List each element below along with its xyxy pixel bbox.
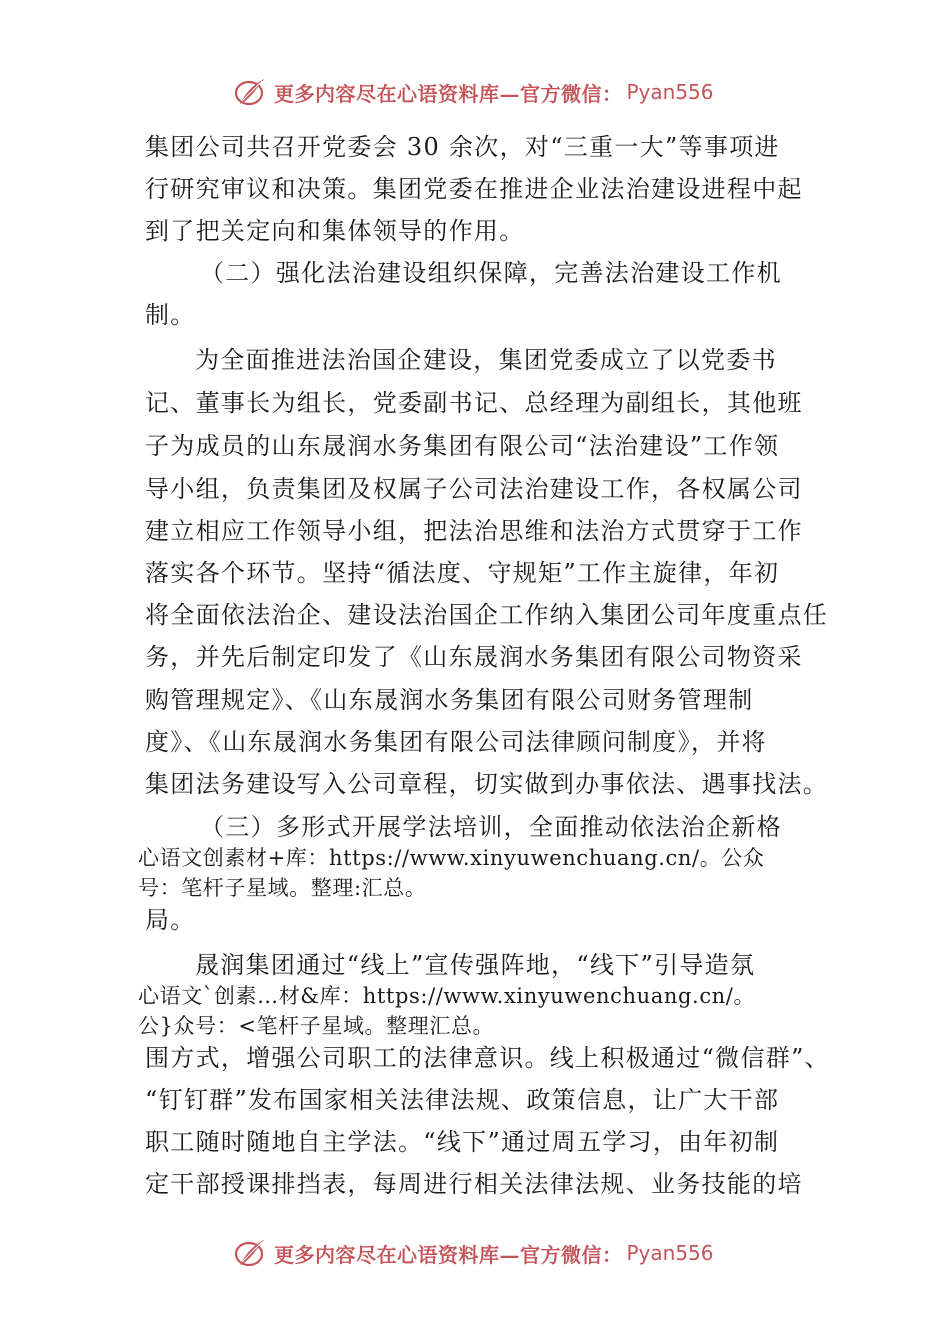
body-line: 局。	[145, 906, 196, 934]
body-line: 到了把关定向和集体领导的作用。	[145, 217, 525, 245]
body-line: 建立相应工作领导小组，把法治思维和法治方式贯穿于工作	[145, 517, 803, 545]
body-line: 集团公司共召开党委会 30 余次，对“三重一大”等事项进	[145, 133, 780, 161]
body-line: 为全面推进法治国企建设，集团党委成立了以党委书	[195, 346, 777, 374]
section-heading: （三）多形式开展学法培训，全面推动依法治企新格	[200, 813, 782, 841]
body-line: 落实各个环节。坚持“循法度、守规矩”工作主旋律，年初	[145, 559, 780, 587]
body-line: 子为成员的山东晟润水务集团有限公司“法治建设”工作领	[145, 432, 780, 460]
footer-watermark-banner	[232, 1233, 732, 1273]
body-line: 购管理规定》、《山东晟润水务集团有限公司财务管理制	[145, 686, 754, 714]
body-line: 制。	[145, 301, 196, 329]
body-line: 务，并先后制定印发了《山东晟润水务集团有限公司物资采	[145, 643, 803, 671]
body-line: 将全面依法治企、建设法治国企工作纳入集团公司年度重点任	[145, 601, 829, 629]
header-banner-text: 更多内容尽在心语资料库—官方微信：	[274, 81, 623, 106]
body-line: 度》、《山东晟润水务集团有限公司法律顾问制度》，并将	[145, 728, 767, 756]
injected-watermark-line: 心语文创素材+库：https://www.xinyuwenchuang.cn/。公众	[138, 846, 765, 870]
body-line: 晟润集团通过“线上”宣传强阵地，“线下”引导造氛	[195, 951, 756, 979]
section-heading: （二）强化法治建设组织保障，完善法治建设工作机	[200, 259, 782, 287]
header-banner-handle: Pyan556	[626, 80, 714, 104]
header-watermark-banner	[232, 72, 732, 112]
injected-watermark-line: 心语文`创素…材&库：https://www.xinyuwenchuang.cn/。	[138, 984, 756, 1008]
footer-banner-text: 更多内容尽在心语资料库—官方微信：	[274, 1242, 623, 1267]
footer-banner-handle: Pyan556	[626, 1241, 714, 1265]
injected-watermark-line: 公}众号：<笔杆子星域。整理汇总。	[138, 1014, 495, 1038]
body-line: 行研究审议和决策。集团党委在推进企业法治建设进程中起	[145, 175, 803, 203]
body-line: 职工随时随地自主学法。“线下”通过周五学习，由年初制	[145, 1128, 780, 1156]
feather-logo-icon	[232, 74, 268, 110]
body-line: 导小组，负责集团及权属子公司法治建设工作，各权属公司	[145, 475, 803, 503]
body-line: 记、董事长为组长，党委副书记、总经理为副组长，其他班	[145, 389, 803, 417]
body-line: 围方式，增强公司职工的法律意识。线上积极通过“微信群”、	[145, 1044, 830, 1072]
feather-logo-icon	[232, 1235, 268, 1271]
body-line: “钉钉群”发布国家相关法律法规、政策信息，让广大干部	[145, 1086, 780, 1114]
injected-watermark-line: 号：笔杆子星域。整理:汇总。	[138, 876, 427, 900]
body-line: 定干部授课排挡表，每周进行相关法律法规、业务技能的培	[145, 1170, 803, 1198]
body-line: 集团法务建设写入公司章程，切实做到办事依法、遇事找法。	[145, 770, 829, 798]
